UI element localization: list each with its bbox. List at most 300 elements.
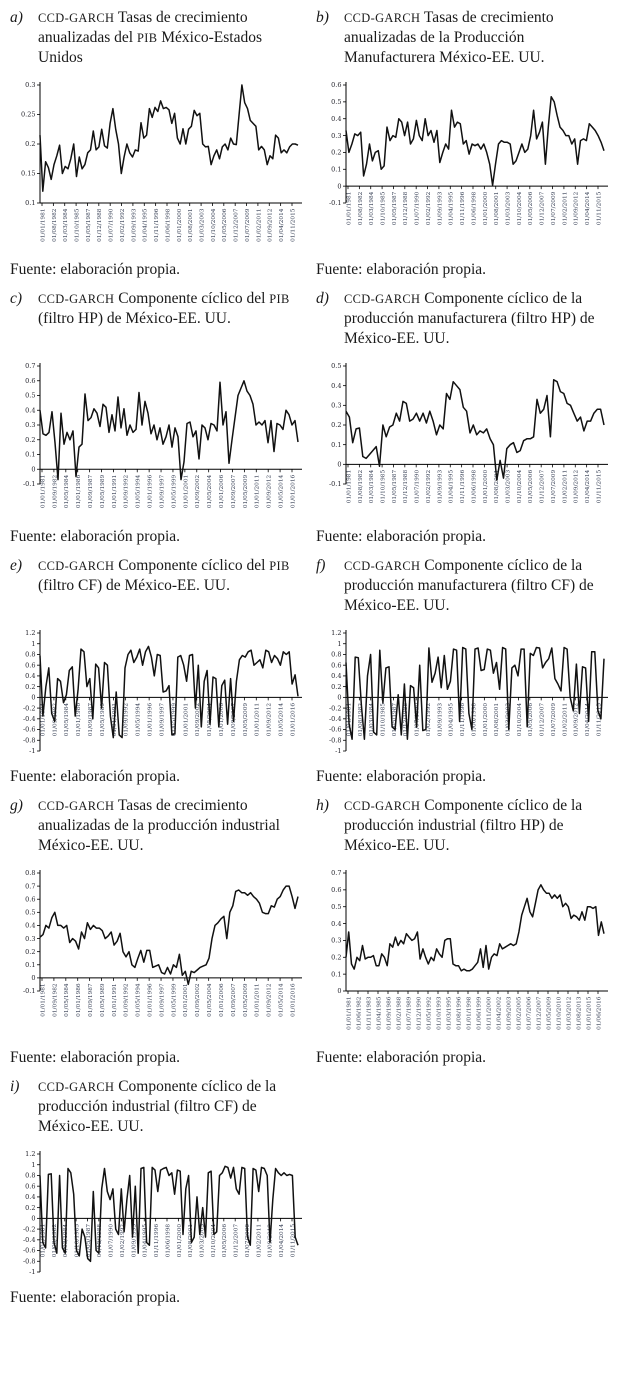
svg-text:01/03/1984: 01/03/1984	[369, 469, 376, 504]
svg-text:01/09/1982: 01/09/1982	[52, 474, 59, 509]
panel-i-header	[10, 1077, 308, 1143]
svg-text:01/01/2006: 01/01/2006	[218, 702, 225, 737]
panel-d-title: CCD-GARCH Componente cíclico de la producción manufacturera (filtro HP) de México-EE. UU.	[344, 290, 595, 347]
svg-text:01/07/2009: 01/07/2009	[550, 702, 557, 737]
svg-text:01/09/1987: 01/09/1987	[88, 983, 95, 1017]
svg-text:01/09/2003: 01/09/2003	[506, 996, 513, 1030]
svg-text:01/07/1989: 01/07/1989	[406, 996, 413, 1030]
svg-text:-1: -1	[335, 747, 342, 756]
panel-g	[10, 796, 308, 1067]
svg-text:01/09/1997: 01/09/1997	[159, 702, 166, 737]
panel-e-title: CCD-GARCH Componente cíclico del PIB (filtro CF) de México-EE. UU.	[38, 557, 290, 594]
svg-text:01/06/1998: 01/06/1998	[165, 208, 172, 242]
svg-text:01/03/2012: 01/03/2012	[566, 996, 573, 1030]
svg-text:01/02/2011: 01/02/2011	[256, 1223, 263, 1258]
svg-text:01/07/1990: 01/07/1990	[108, 208, 115, 242]
svg-text:01/09/2007: 01/09/2007	[230, 474, 237, 509]
svg-text:0.8: 0.8	[25, 869, 36, 878]
panel-d-chart	[318, 359, 612, 515]
svg-text:-1: -1	[29, 1268, 36, 1277]
svg-text:01/04/2014: 01/04/2014	[585, 702, 592, 737]
svg-text:01/01/2016: 01/01/2016	[290, 702, 297, 737]
svg-text:01/01/2001: 01/01/2001	[183, 983, 190, 1017]
svg-text:01/04/1995: 01/04/1995	[142, 208, 149, 242]
svg-text:01/01/1981: 01/01/1981	[346, 702, 353, 737]
svg-text:01/05/1987: 01/05/1987	[391, 191, 398, 226]
svg-text:01/05/1999: 01/05/1999	[171, 702, 178, 737]
svg-text:01/04/2002: 01/04/2002	[496, 996, 503, 1030]
svg-text:01/01/1996: 01/01/1996	[147, 474, 154, 509]
panel-d-letter: d)	[316, 290, 329, 307]
panel-e-header	[10, 556, 308, 622]
svg-text:1: 1	[31, 639, 36, 648]
svg-text:-0.1: -0.1	[22, 480, 36, 489]
panel-c	[10, 289, 308, 546]
svg-text:0.2: 0.2	[331, 148, 342, 157]
panel-a-header	[10, 8, 308, 74]
svg-text:01/09/2012: 01/09/2012	[573, 469, 580, 504]
svg-text:0.4: 0.4	[331, 672, 342, 681]
svg-text:01/09/2012: 01/09/2012	[266, 983, 273, 1017]
svg-text:-0.4: -0.4	[22, 1236, 36, 1245]
panel-f-source: Fuente: elaboración propia.	[316, 768, 487, 785]
svg-text:01/02/2005: 01/02/2005	[516, 996, 523, 1030]
panel-i-chart	[12, 1147, 306, 1281]
svg-text:01/03/2003: 01/03/2003	[199, 208, 206, 242]
svg-text:01/06/1998: 01/06/1998	[471, 191, 478, 226]
svg-text:01/09/1992: 01/09/1992	[123, 983, 130, 1017]
svg-text:01/08/1982: 01/08/1982	[357, 469, 364, 504]
svg-text:01/10/1985: 01/10/1985	[380, 702, 387, 737]
panel-e-chart	[12, 626, 306, 760]
svg-text:01/03/1984: 01/03/1984	[63, 208, 70, 242]
svg-text:0.6: 0.6	[331, 81, 342, 90]
panel-h-letter: h)	[316, 797, 329, 814]
svg-text:0.2: 0.2	[331, 953, 342, 962]
svg-text:01/01/2016: 01/01/2016	[290, 983, 297, 1017]
svg-text:0.7: 0.7	[25, 362, 36, 371]
svg-text:0.5: 0.5	[331, 362, 342, 371]
svg-text:01/08/2001: 01/08/2001	[188, 208, 195, 242]
svg-text:01/10/2004: 01/10/2004	[210, 208, 217, 242]
svg-text:01/01/2000: 01/01/2000	[176, 1223, 183, 1258]
svg-text:0.6: 0.6	[25, 661, 36, 670]
svg-text:-0.1: -0.1	[22, 987, 36, 996]
svg-text:1.2: 1.2	[25, 1150, 36, 1159]
svg-text:01/11/2015: 01/11/2015	[596, 191, 603, 226]
panel-c-title: CCD-GARCH Componente cíclico del PIB (filtro HP) de México-EE. UU.	[38, 290, 290, 327]
svg-text:01/06/1982: 01/06/1982	[356, 996, 363, 1030]
svg-text:01/05/2006: 01/05/2006	[222, 1223, 229, 1258]
svg-text:-0.2: -0.2	[328, 704, 342, 713]
panel-f-letter: f)	[316, 557, 326, 574]
svg-text:01/09/1993: 01/09/1993	[131, 1223, 138, 1258]
svg-text:01/12/1988: 01/12/1988	[403, 191, 410, 226]
svg-text:0.4: 0.4	[331, 381, 342, 390]
panel-d	[316, 289, 614, 546]
panel-d-source: Fuente: elaboración propia.	[316, 528, 487, 545]
svg-text:0.3: 0.3	[331, 131, 342, 140]
svg-text:01/09/1993: 01/09/1993	[437, 191, 444, 226]
svg-text:01/06/1999: 01/06/1999	[476, 996, 483, 1030]
svg-text:01/05/1989: 01/05/1989	[99, 474, 106, 509]
svg-text:0.5: 0.5	[331, 98, 342, 107]
svg-text:01/05/1992: 01/05/1992	[426, 996, 433, 1030]
svg-text:01/09/2002: 01/09/2002	[195, 702, 202, 737]
svg-text:-0.8: -0.8	[22, 736, 36, 745]
svg-text:01/07/1990: 01/07/1990	[414, 702, 421, 737]
svg-text:-0.8: -0.8	[328, 736, 342, 745]
svg-text:0.2: 0.2	[25, 140, 36, 149]
panel-g-title: CCD-GARCH Tasas de crecimiento anualizadas de la producción industrial México-EE. UU.	[38, 797, 280, 854]
svg-text:-0.1: -0.1	[328, 480, 342, 489]
svg-text:01/08/2001: 01/08/2001	[494, 191, 501, 226]
svg-text:01/05/2006: 01/05/2006	[528, 469, 535, 504]
svg-text:01/10/2004: 01/10/2004	[516, 702, 523, 737]
svg-text:01/01/2006: 01/01/2006	[218, 983, 225, 1017]
panel-b-header	[316, 8, 614, 74]
svg-text:01/01/1981: 01/01/1981	[40, 983, 47, 1017]
svg-text:01/05/2009: 01/05/2009	[242, 474, 249, 509]
svg-text:01/05/2014: 01/05/2014	[278, 702, 285, 737]
svg-text:01/05/2009: 01/05/2009	[242, 983, 249, 1017]
svg-text:01/01/1986: 01/01/1986	[76, 983, 83, 1017]
svg-text:01/05/1999: 01/05/1999	[171, 983, 178, 1017]
svg-text:0.2: 0.2	[25, 682, 36, 691]
svg-text:01/01/2000: 01/01/2000	[482, 469, 489, 504]
svg-text:01/11/2015: 01/11/2015	[290, 208, 297, 242]
svg-text:01/09/1986: 01/09/1986	[386, 996, 393, 1030]
panel-e-letter: e)	[10, 557, 23, 574]
svg-text:01/09/1997: 01/09/1997	[159, 474, 166, 509]
svg-text:01/09/2012: 01/09/2012	[573, 191, 580, 226]
svg-text:01/03/1995: 01/03/1995	[446, 996, 453, 1030]
svg-text:01/01/2001: 01/01/2001	[183, 474, 190, 509]
svg-text:01/05/1989: 01/05/1989	[99, 983, 106, 1017]
svg-text:0: 0	[31, 974, 36, 983]
svg-text:0.2: 0.2	[331, 682, 342, 691]
svg-text:0.4: 0.4	[25, 672, 36, 681]
svg-text:01/11/1996: 01/11/1996	[460, 191, 467, 226]
panel-c-chart	[12, 359, 306, 520]
svg-text:01/07/2009: 01/07/2009	[244, 208, 251, 242]
svg-text:01/04/2014: 01/04/2014	[279, 1223, 286, 1258]
svg-text:0.4: 0.4	[25, 921, 36, 930]
svg-text:01/01/2000: 01/01/2000	[176, 208, 183, 242]
svg-text:1: 1	[31, 1160, 36, 1169]
svg-text:01/09/1987: 01/09/1987	[88, 702, 95, 737]
svg-text:01/12/1988: 01/12/1988	[403, 469, 410, 504]
svg-text:01/11/2015: 01/11/2015	[596, 469, 603, 504]
svg-text:01/05/2004: 01/05/2004	[207, 702, 214, 737]
svg-text:01/12/2007: 01/12/2007	[539, 469, 546, 504]
panel-h-title: CCD-GARCH Componente cíclico de la producción industrial (filtro HP) de México-EE. UU.	[344, 797, 583, 854]
svg-text:0.6: 0.6	[25, 1182, 36, 1191]
svg-text:01/08/2013: 01/08/2013	[576, 996, 583, 1030]
svg-text:01/08/1982: 01/08/1982	[357, 191, 364, 226]
svg-text:0: 0	[337, 987, 342, 996]
svg-text:01/06/1998: 01/06/1998	[471, 469, 478, 504]
svg-text:01/04/1985: 01/04/1985	[376, 996, 383, 1030]
svg-text:01/01/2011: 01/01/2011	[254, 983, 261, 1017]
svg-text:01/05/1994: 01/05/1994	[135, 702, 142, 737]
svg-text:0: 0	[337, 693, 342, 702]
svg-text:01/09/2012: 01/09/2012	[267, 208, 274, 242]
svg-text:01/05/1984: 01/05/1984	[64, 702, 71, 737]
svg-text:0.3: 0.3	[25, 934, 36, 943]
svg-text:0.7: 0.7	[331, 869, 342, 878]
panel-h-header	[316, 796, 614, 862]
svg-text:01/07/1990: 01/07/1990	[414, 191, 421, 226]
svg-text:01/04/2014: 01/04/2014	[585, 191, 592, 226]
svg-text:01/07/1990: 01/07/1990	[414, 469, 421, 504]
svg-text:01/07/2009: 01/07/2009	[244, 1223, 251, 1258]
svg-text:01/02/1988: 01/02/1988	[396, 996, 403, 1030]
svg-text:01/09/1993: 01/09/1993	[131, 208, 138, 242]
svg-text:01/02/1992: 01/02/1992	[119, 208, 126, 242]
svg-text:01/01/1998: 01/01/1998	[466, 996, 473, 1030]
svg-text:01/02/1992: 01/02/1992	[425, 191, 432, 226]
svg-text:01/01/2001: 01/01/2001	[183, 702, 190, 737]
svg-text:01/05/1994: 01/05/1994	[135, 983, 142, 1017]
panel-h	[316, 796, 614, 1067]
svg-text:01/01/2011: 01/01/2011	[254, 474, 261, 509]
svg-text:01/09/1993: 01/09/1993	[437, 469, 444, 504]
svg-text:01/04/1995: 01/04/1995	[142, 1223, 149, 1258]
svg-text:0: 0	[337, 182, 342, 191]
svg-text:01/01/1981: 01/01/1981	[346, 191, 353, 226]
svg-text:01/09/2002: 01/09/2002	[195, 474, 202, 509]
svg-text:-0.6: -0.6	[328, 725, 342, 734]
svg-text:01/04/1995: 01/04/1995	[448, 702, 455, 737]
svg-text:-0.2: -0.2	[22, 1225, 36, 1234]
svg-text:01/05/1987: 01/05/1987	[391, 702, 398, 737]
svg-text:01/05/2006: 01/05/2006	[222, 208, 229, 242]
svg-text:01/12/1988: 01/12/1988	[97, 208, 104, 242]
panel-h-chart	[318, 866, 612, 1041]
panel-e-source: Fuente: elaboración propia.	[10, 768, 181, 785]
svg-text:01/11/2000: 01/11/2000	[486, 996, 493, 1030]
svg-text:-0.6: -0.6	[22, 725, 36, 734]
svg-text:01/05/2004: 01/05/2004	[207, 474, 214, 509]
svg-text:01/04/1995: 01/04/1995	[448, 191, 455, 226]
svg-text:0.8: 0.8	[25, 1171, 36, 1180]
svg-text:0.4: 0.4	[25, 1193, 36, 1202]
svg-text:01/01/2000: 01/01/2000	[482, 702, 489, 737]
svg-text:01/06/1998: 01/06/1998	[165, 1223, 172, 1258]
svg-text:0.6: 0.6	[25, 895, 36, 904]
svg-text:01/08/2001: 01/08/2001	[494, 469, 501, 504]
svg-text:0.8: 0.8	[25, 650, 36, 659]
svg-text:1.2: 1.2	[331, 629, 342, 638]
svg-text:01/12/2007: 01/12/2007	[539, 702, 546, 737]
svg-text:01/01/1981: 01/01/1981	[40, 702, 47, 737]
svg-text:0.1: 0.1	[331, 165, 342, 174]
svg-text:0.1: 0.1	[331, 440, 342, 449]
svg-text:01/04/2014: 01/04/2014	[585, 469, 592, 504]
svg-text:01/12/1990: 01/12/1990	[416, 996, 423, 1030]
svg-text:01/03/2003: 01/03/2003	[505, 191, 512, 226]
svg-text:01/05/1989: 01/05/1989	[99, 702, 106, 737]
panel-h-source: Fuente: elaboración propia.	[316, 1049, 487, 1066]
svg-text:0.2: 0.2	[25, 435, 36, 444]
svg-text:01/09/2007: 01/09/2007	[230, 702, 237, 737]
panel-a	[10, 8, 308, 279]
svg-text:01/04/2014: 01/04/2014	[279, 208, 286, 242]
svg-text:01/10/1985: 01/10/1985	[74, 1223, 81, 1258]
svg-text:01/01/2015: 01/01/2015	[586, 996, 593, 1030]
svg-text:01/09/2012: 01/09/2012	[573, 702, 580, 737]
svg-text:0: 0	[31, 1214, 36, 1223]
svg-text:01/07/1990: 01/07/1990	[108, 1223, 115, 1258]
svg-text:01/11/2015: 01/11/2015	[290, 1223, 297, 1258]
svg-text:01/09/1997: 01/09/1997	[159, 983, 166, 1017]
panel-g-source: Fuente: elaboración propia.	[10, 1049, 181, 1066]
svg-text:01/04/1995: 01/04/1995	[448, 469, 455, 504]
svg-text:0.2: 0.2	[25, 947, 36, 956]
svg-text:0.3: 0.3	[331, 936, 342, 945]
svg-text:01/05/1994: 01/05/1994	[135, 474, 142, 509]
svg-text:01/09/2012: 01/09/2012	[266, 474, 273, 509]
svg-text:01/01/2000: 01/01/2000	[482, 191, 489, 226]
svg-text:0.1: 0.1	[25, 450, 36, 459]
svg-text:01/01/1981: 01/01/1981	[346, 996, 353, 1030]
panel-i-title: CCD-GARCH Componente cíclico de la producción industrial (filtro CF) de México-EE. UU.	[38, 1078, 277, 1135]
panel-e	[10, 556, 308, 786]
panel-b	[316, 8, 614, 279]
svg-text:01/03/2003: 01/03/2003	[505, 702, 512, 737]
svg-text:01/01/2011: 01/01/2011	[254, 702, 261, 737]
svg-text:01/11/1996: 01/11/1996	[460, 702, 467, 737]
svg-text:01/09/2002: 01/09/2002	[195, 983, 202, 1017]
svg-text:1: 1	[337, 639, 342, 648]
svg-text:01/09/1993: 01/09/1993	[437, 702, 444, 737]
svg-text:01/08/1982: 01/08/1982	[357, 702, 364, 737]
panel-i-source: Fuente: elaboración propia.	[10, 1289, 181, 1306]
panel-a-title: CCD-GARCH Tasas de crecimiento anualizadas del PIB México-Estados Unidos	[38, 9, 262, 66]
svg-text:01/02/1992: 01/02/1992	[425, 702, 432, 737]
svg-text:1.2: 1.2	[25, 629, 36, 638]
svg-text:01/10/2004: 01/10/2004	[516, 469, 523, 504]
svg-text:01/05/1984: 01/05/1984	[64, 983, 71, 1017]
svg-text:01/02/2011: 01/02/2011	[562, 702, 569, 737]
svg-text:01/05/2006: 01/05/2006	[528, 702, 535, 737]
svg-text:01/05/2014: 01/05/2014	[278, 983, 285, 1017]
svg-text:0.1: 0.1	[25, 960, 36, 969]
panel-d-header	[316, 289, 614, 355]
svg-text:01/10/1985: 01/10/1985	[380, 469, 387, 504]
svg-text:01/10/1985: 01/10/1985	[380, 191, 387, 226]
svg-text:01/01/1981: 01/01/1981	[40, 474, 47, 509]
panel-g-chart	[12, 866, 306, 1028]
svg-text:01/03/2003: 01/03/2003	[505, 469, 512, 504]
svg-text:0.4: 0.4	[331, 114, 342, 123]
panel-a-chart	[12, 78, 306, 253]
svg-text:01/05/2009: 01/05/2009	[242, 702, 249, 737]
panel-g-header	[10, 796, 308, 862]
svg-text:01/05/2006: 01/05/2006	[528, 191, 535, 226]
svg-text:01/11/1983: 01/11/1983	[366, 996, 373, 1030]
svg-text:01/08/1982: 01/08/1982	[51, 1223, 58, 1258]
svg-text:01/10/2004: 01/10/2004	[210, 1223, 217, 1258]
svg-text:01/11/1996: 01/11/1996	[154, 1223, 161, 1258]
panel-i	[10, 1077, 308, 1307]
svg-text:01/06/2016: 01/06/2016	[596, 996, 603, 1030]
svg-text:0.15: 0.15	[21, 169, 36, 178]
svg-text:0.3: 0.3	[331, 401, 342, 410]
svg-text:01/07/2009: 01/07/2009	[550, 469, 557, 504]
panel-b-letter: b)	[316, 9, 329, 26]
svg-text:01/12/2007: 01/12/2007	[233, 208, 240, 242]
svg-text:01/02/2011: 01/02/2011	[256, 208, 263, 242]
svg-text:01/09/2007: 01/09/2007	[230, 983, 237, 1017]
svg-text:01/05/1999: 01/05/1999	[171, 474, 178, 509]
svg-text:01/03/1984: 01/03/1984	[63, 1223, 70, 1258]
svg-text:01/09/1987: 01/09/1987	[88, 474, 95, 509]
svg-text:0.1: 0.1	[25, 199, 36, 208]
svg-text:0.4: 0.4	[25, 406, 36, 415]
svg-text:0.6: 0.6	[25, 376, 36, 385]
panels-grid	[10, 8, 614, 1307]
svg-text:01/01/1991: 01/01/1991	[111, 474, 118, 509]
svg-text:0.6: 0.6	[331, 886, 342, 895]
svg-text:01/07/2006: 01/07/2006	[526, 996, 533, 1030]
svg-text:01/12/1988: 01/12/1988	[403, 702, 410, 737]
svg-text:01/02/1992: 01/02/1992	[119, 1223, 126, 1258]
svg-text:0.5: 0.5	[25, 391, 36, 400]
svg-text:01/05/2014: 01/05/2014	[278, 474, 285, 509]
svg-text:0.5: 0.5	[331, 902, 342, 911]
svg-text:01/05/1987: 01/05/1987	[85, 208, 92, 242]
panel-b-title: CCD-GARCH Tasas de crecimiento anualizadas de la Producción Manufacturera México-EE. UU.	[344, 9, 554, 66]
svg-text:-0.2: -0.2	[22, 704, 36, 713]
panel-c-letter: c)	[10, 290, 23, 307]
svg-text:0.7: 0.7	[25, 882, 36, 891]
svg-text:01/10/1985: 01/10/1985	[74, 208, 81, 242]
svg-text:01/08/2001: 01/08/2001	[188, 1223, 195, 1258]
svg-text:01/12/1988: 01/12/1988	[97, 1223, 104, 1258]
panel-c-header	[10, 289, 308, 355]
svg-text:01/09/2012: 01/09/2012	[266, 702, 273, 737]
svg-text:0.3: 0.3	[25, 81, 36, 90]
svg-text:01/01/1991: 01/01/1991	[111, 702, 118, 737]
svg-text:01/12/2007: 01/12/2007	[233, 1223, 240, 1258]
svg-text:0: 0	[31, 465, 36, 474]
svg-text:01/05/2009: 01/05/2009	[546, 996, 553, 1030]
panel-c-source: Fuente: elaboración propia.	[10, 528, 181, 545]
panel-g-letter: g)	[10, 797, 23, 814]
svg-text:01/11/1996: 01/11/1996	[154, 208, 161, 242]
svg-text:01/12/2007: 01/12/2007	[536, 996, 543, 1030]
svg-text:01/09/1992: 01/09/1992	[123, 702, 130, 737]
svg-text:01/01/1991: 01/01/1991	[111, 983, 118, 1017]
svg-text:0: 0	[31, 693, 36, 702]
panel-f	[316, 556, 614, 786]
svg-text:01/11/2015: 01/11/2015	[596, 702, 603, 737]
svg-text:01/01/1981: 01/01/1981	[346, 469, 353, 504]
svg-text:01/12/2007: 01/12/2007	[539, 191, 546, 226]
svg-text:0.5: 0.5	[25, 908, 36, 917]
svg-text:01/10/2004: 01/10/2004	[516, 191, 523, 226]
svg-text:01/05/1984: 01/05/1984	[64, 474, 71, 509]
panel-b-source: Fuente: elaboración propia.	[316, 261, 487, 278]
svg-text:01/05/1987: 01/05/1987	[391, 469, 398, 504]
svg-text:0: 0	[337, 460, 342, 469]
svg-text:01/09/1992: 01/09/1992	[123, 474, 130, 509]
svg-text:0.1: 0.1	[331, 970, 342, 979]
svg-text:-1: -1	[29, 747, 36, 756]
svg-text:01/02/2011: 01/02/2011	[562, 191, 569, 226]
